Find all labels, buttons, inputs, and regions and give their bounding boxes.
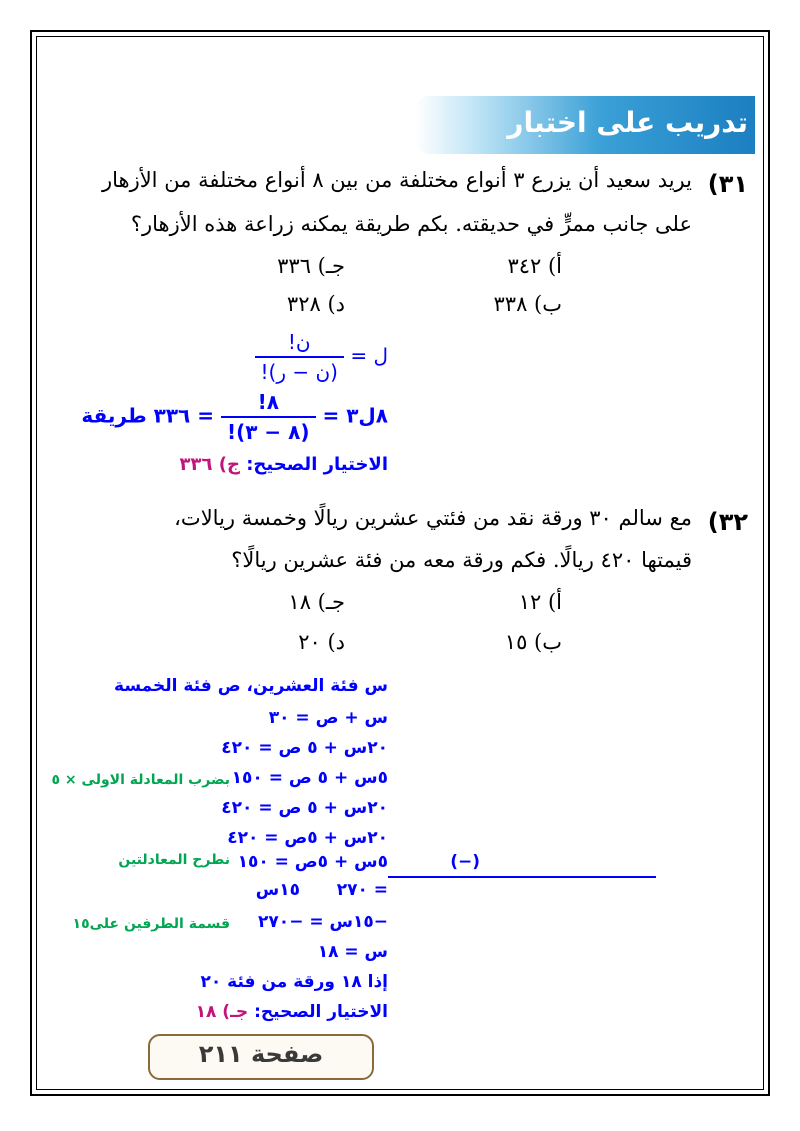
question-31-line-2: على جانب ممرٍّ في حديقته. بكم طريقة يمكنه زراعة هذه الأزهار؟ bbox=[130, 212, 692, 236]
permutation-calc-lhs: ٨ل٣ = bbox=[322, 403, 388, 428]
permutation-calc-denominator: (٨ − ٣)! bbox=[226, 420, 310, 444]
solution-step-result: س = ١٨ bbox=[317, 942, 388, 962]
permutation-calc-result: = ٣٣٦ طريقة bbox=[81, 403, 214, 428]
question-31-answer bbox=[179, 454, 388, 475]
question-32-line-2: قيمتها ٤٢٠ ريالًا. فكم ورقة معه من فئة عشرين ريالًا؟ bbox=[231, 548, 692, 572]
solution-step-equation-2: ٢٠س + ٥ ص = ٤٢٠ bbox=[221, 738, 388, 758]
question-31-option-c: جـ) ٣٣٦ bbox=[277, 254, 345, 278]
solution-step-conclusion: إذا ١٨ ورقة من فئة ٢٠ bbox=[200, 972, 388, 992]
question-32-option-d: د) ٢٠ bbox=[298, 630, 345, 654]
permutation-formula-lhs: ل = bbox=[350, 343, 388, 368]
question-31-option-b: ب) ٣٣٨ bbox=[493, 292, 562, 316]
permutation-formula-denominator: (ن − ر)! bbox=[260, 360, 338, 384]
solution-step-definitions: س فئة العشرين، ص فئة الخمسة bbox=[114, 676, 388, 696]
question-31-answer-label: الاختيار الصحيح: bbox=[246, 454, 388, 475]
subtraction-rule bbox=[388, 876, 656, 878]
question-32-answer bbox=[196, 1002, 388, 1022]
solution-step-divide: −١٥س = −٢٧٠ bbox=[258, 912, 388, 932]
permutation-formula bbox=[255, 330, 388, 384]
note-multiply: بضرب المعادلة الاولى × ٥ bbox=[51, 772, 230, 788]
permutation-formula-fraction bbox=[255, 330, 344, 384]
permutation-calculation bbox=[81, 390, 388, 444]
page-number: صفحة ٢١١ bbox=[198, 1040, 324, 1068]
subtraction-line-2: ٥س + ٥ص = ١٥٠ bbox=[237, 852, 388, 872]
subtraction-line-1: ٢٠س + ٥ص = ٤٢٠ bbox=[227, 828, 388, 848]
question-31-number: ٣١) bbox=[707, 170, 748, 198]
permutation-calc-fraction bbox=[221, 390, 316, 444]
question-31-option-d: د) ٣٢٨ bbox=[286, 292, 345, 316]
question-32-answer-label: الاختيار الصحيح: bbox=[254, 1002, 388, 1022]
subtraction-result-left: ١٥س bbox=[255, 880, 300, 900]
subtraction-result-right: = ٢٧٠ bbox=[336, 880, 388, 900]
permutation-calc-numerator: ٨! bbox=[221, 390, 316, 418]
question-31-answer-value: ج) ٣٣٦ bbox=[179, 454, 240, 475]
permutation-formula-numerator: ن! bbox=[255, 330, 344, 358]
solution-step-multiplied: ٥س + ٥ ص = ١٥٠ bbox=[231, 768, 388, 788]
question-32-answer-value: جـ) ١٨ bbox=[195, 1002, 249, 1022]
question-31-line-1: يريد سعيد أن يزرع ٣ أنواع مختلفة من بين ٨ أنواع مختلفة من الأزهار bbox=[101, 168, 692, 192]
section-title: تدريب على اختبار bbox=[507, 106, 748, 139]
question-32-option-c: جـ) ١٨ bbox=[288, 590, 345, 614]
question-32-number: ٣٢) bbox=[707, 508, 748, 536]
subtraction-sign: (−) bbox=[450, 852, 480, 872]
solution-step-equation-2-repeat: ٢٠س + ٥ ص = ٤٢٠ bbox=[221, 798, 388, 818]
question-32-option-b: ب) ١٥ bbox=[504, 630, 562, 654]
note-divide: قسمة الطرفين على١٥ bbox=[72, 916, 230, 932]
note-subtract: نطرح المعادلتين bbox=[118, 852, 230, 868]
question-32-line-1: مع سالم ٣٠ ورقة نقد من فئتي عشرين ريالًا وخمسة ريالات، bbox=[174, 506, 692, 530]
question-31-option-a: أ) ٣٤٢ bbox=[507, 254, 562, 278]
question-32-option-a: أ) ١٢ bbox=[518, 590, 562, 614]
solution-step-equation-1: س + ص = ٣٠ bbox=[268, 708, 388, 728]
